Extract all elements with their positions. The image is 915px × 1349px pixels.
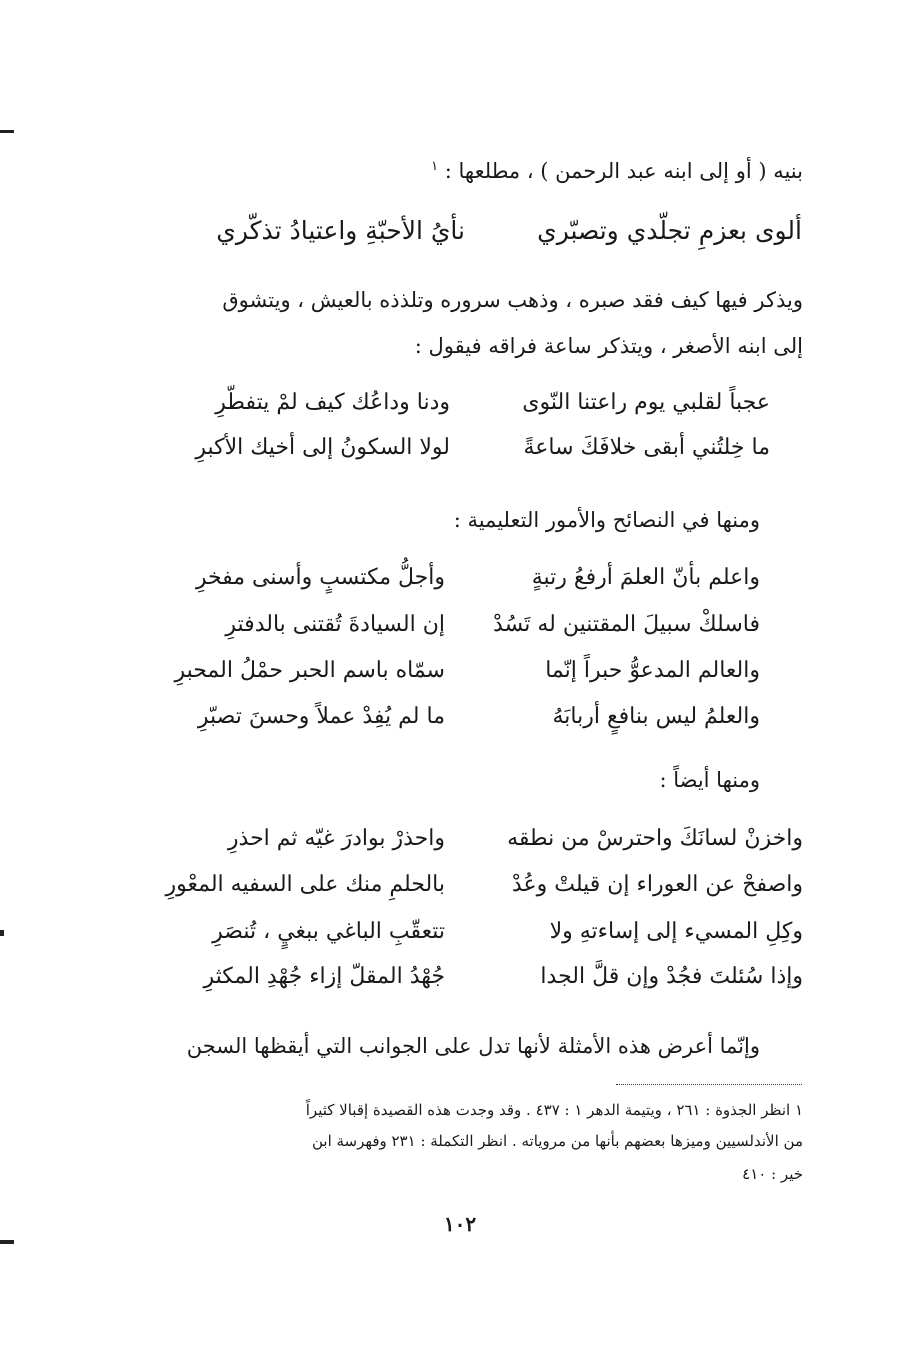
- verse1-1-second: ودنا وداعُك كيف لمْ يتفطّرِ: [215, 390, 450, 415]
- verse3-1-second: واحذرْ بوادرَ غيّه ثم احذرِ: [227, 826, 445, 851]
- verse3-2-second: بالحلمِ منك على السفيه المعْورِ: [165, 872, 445, 897]
- para1-line2: إلى ابنه الأصغر ، ويتذكر ساعة فراقه فيقول :: [414, 334, 803, 358]
- margin-mark-left-top: [0, 130, 14, 133]
- verse3-4-first: وإذا سُئلتَ فجُدْ وإن قلَّ الجدا: [540, 964, 803, 989]
- verse2-4-first: والعلمُ ليس بنافعٍ أربابَهُ: [552, 704, 760, 729]
- verse2-3-second: سمّاه باسم الحبر حمْلُ المحبرِ: [174, 658, 445, 683]
- verse2-1-second: وأجلُّ مكتسبٍ وأسنى مفخرِ: [195, 565, 445, 590]
- verse3-2-first: واصفحْ عن العوراء إن قيلتْ وعُدْ: [511, 872, 803, 897]
- verse2-4-second: ما لم يُفِدْ عملاً وحسنَ تصبّرِ: [197, 704, 445, 729]
- opening-verse-first: ألوى بعزمِ تجلّدي وتصبّري: [537, 216, 802, 245]
- margin-mark-left-mid: [0, 930, 4, 936]
- opening-verse-second: نأيُ الأحبّةِ واعتيادُ تذكّري: [216, 216, 465, 245]
- section-heading-also: ومنها أيضاً :: [659, 768, 760, 792]
- intro-line: [431, 160, 803, 182]
- verse3-3-second: تتعقّبِ الباغي ببغيٍ ، تُنصَرِ: [212, 919, 445, 944]
- intro-footnote-ref: ١: [431, 159, 439, 174]
- verse1-2-second: لولا السكونُ إلى أخيك الأكبرِ: [195, 435, 450, 460]
- footnote-separator: [616, 1084, 802, 1085]
- intro-text: بنيه ( أو إلى ابنه عبد الرحمن ) ، مطلعها :: [444, 159, 803, 183]
- margin-mark-left-bottom: [0, 1240, 14, 1244]
- para1-line1: ويذكر فيها كيف فقد صبره ، وذهب سروره وتلذذه بالعيش ، ويتشوق: [222, 288, 803, 312]
- footnote-line1: ١ انظر الجذوة : ٢٦١ ، ويتيمة الدهر ١ : ٤٣٧ . وقد وجدت هذه القصيدة إقبالا كثيراً: [305, 1101, 803, 1119]
- para2-line: وإنّما أعرض هذه الأمثلة لأنها تدل على الجوانب التي أيقظها السجن: [186, 1034, 760, 1058]
- section-heading-advice: ومنها في النصائح والأمور التعليمية :: [453, 508, 760, 532]
- verse3-3-first: وكِلِ المسيء إلى إساءتهِ ولا: [549, 919, 803, 944]
- verse2-1-first: واعلم بأنّ العلمَ أرفعُ رتبةٍ: [531, 565, 760, 590]
- verse1-2-first: ما خِلتُني أبقى خلافَكَ ساعةً: [523, 435, 770, 460]
- verse3-4-second: جُهْدُ المقلّ إزاء جُهْدِ المكثرِ: [203, 964, 445, 989]
- footnote-line3: خير : ٤١٠: [742, 1165, 803, 1183]
- verse2-3-first: والعالم المدعوُّ حبراً إنّما: [545, 658, 760, 683]
- verse2-2-first: فاسلكْ سبيلَ المقتنين له تَسُدْ: [493, 612, 760, 637]
- page-number: ١٠٢: [443, 1212, 477, 1236]
- footnote-line2: من الأندلسيين وميزها بعضهم بأنها من مروياته . انظر التكملة : ٢٣١ وفهرسة ابن: [311, 1132, 803, 1150]
- verse2-2-second: إن السيادةَ تُقتنى بالدفترِ: [225, 612, 445, 637]
- verse1-1-first: عجباً لقلبي يوم راعتنا النّوى: [522, 390, 770, 415]
- verse3-1-first: واخزنْ لسانَكَ واحترسْ من نطقه: [507, 826, 803, 851]
